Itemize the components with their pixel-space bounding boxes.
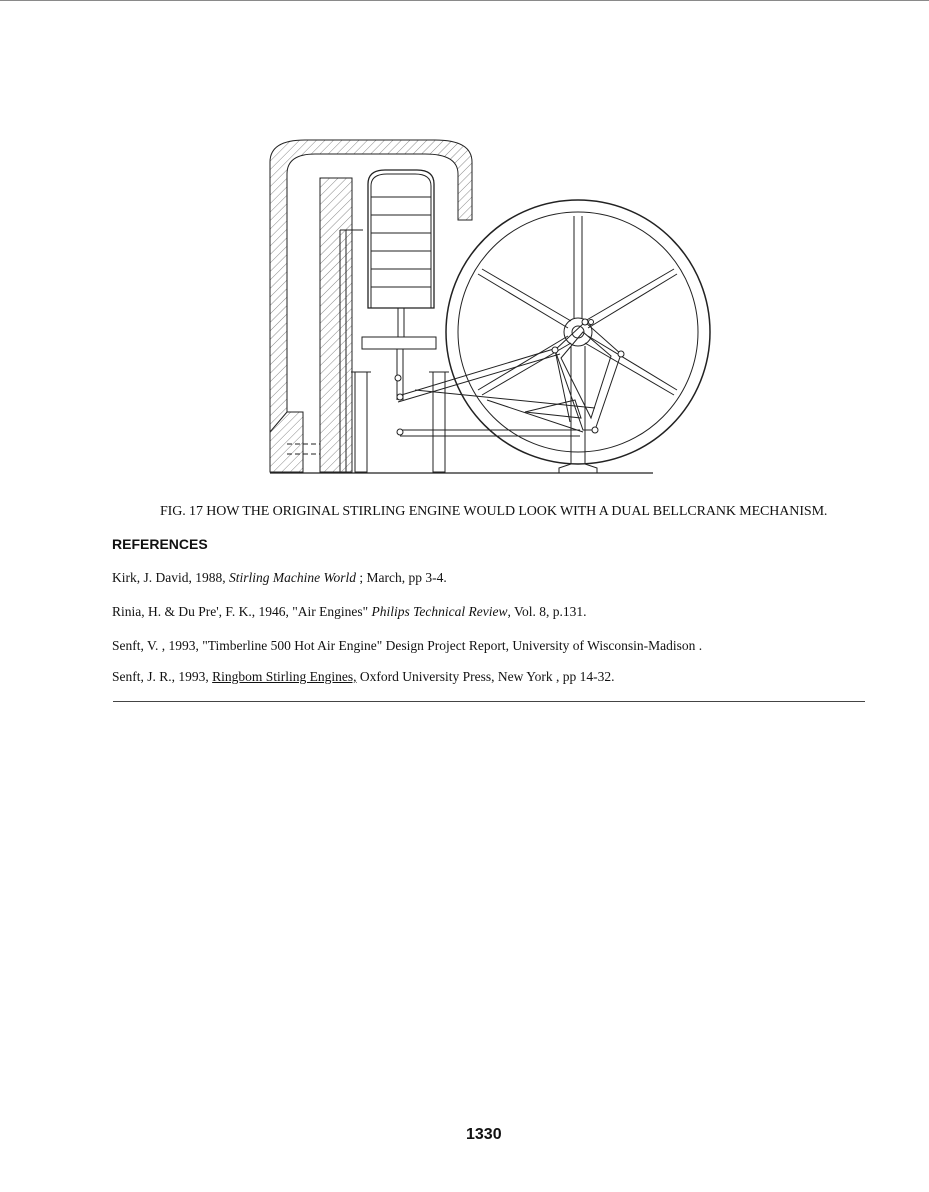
engine-figure (265, 132, 715, 477)
reference-text: ; March, pp 3-4. (356, 570, 447, 585)
reference-item (112, 604, 587, 620)
reference-text: Senft, V. , 1993, "Timberline 500 Hot Air Engine" Design Project Report, University of Wisconsin-Madison . (112, 638, 703, 653)
reference-item (112, 570, 447, 586)
inner-wall (320, 178, 352, 472)
flywheel-spokes (478, 216, 677, 395)
figure-caption: FIG. 17 HOW THE ORIGINAL STIRLING ENGINE WOULD LOOK WITH A DUAL BELLCRANK MECHANISM. (160, 504, 828, 519)
reference-text: Oxford University Press, New York , pp 14-32. (356, 669, 615, 684)
reference-title: Stirling Machine World (229, 570, 356, 585)
reference-title: Philips Technical Review (371, 604, 508, 619)
reference-text: , Vol. 8, p.131. (507, 604, 587, 619)
reference-text: Kirk, J. David, 1988, (112, 570, 229, 585)
reference-text: Rinia, H. & Du Pre', F. K., 1946, "Air Engines" (112, 604, 372, 619)
flywheel (446, 200, 710, 464)
page-number: 1330 (466, 1126, 502, 1143)
reference-text: Senft, J. R., 1993, (112, 669, 213, 684)
reference-title: Ringbom Stirling Engines, (212, 669, 357, 684)
reference-item (112, 638, 702, 654)
reference-item (112, 669, 615, 685)
references-heading: REFERENCES (112, 536, 208, 552)
section-divider (113, 701, 865, 702)
top-rule (0, 0, 929, 1)
stirling-engine-drawing (265, 132, 715, 477)
